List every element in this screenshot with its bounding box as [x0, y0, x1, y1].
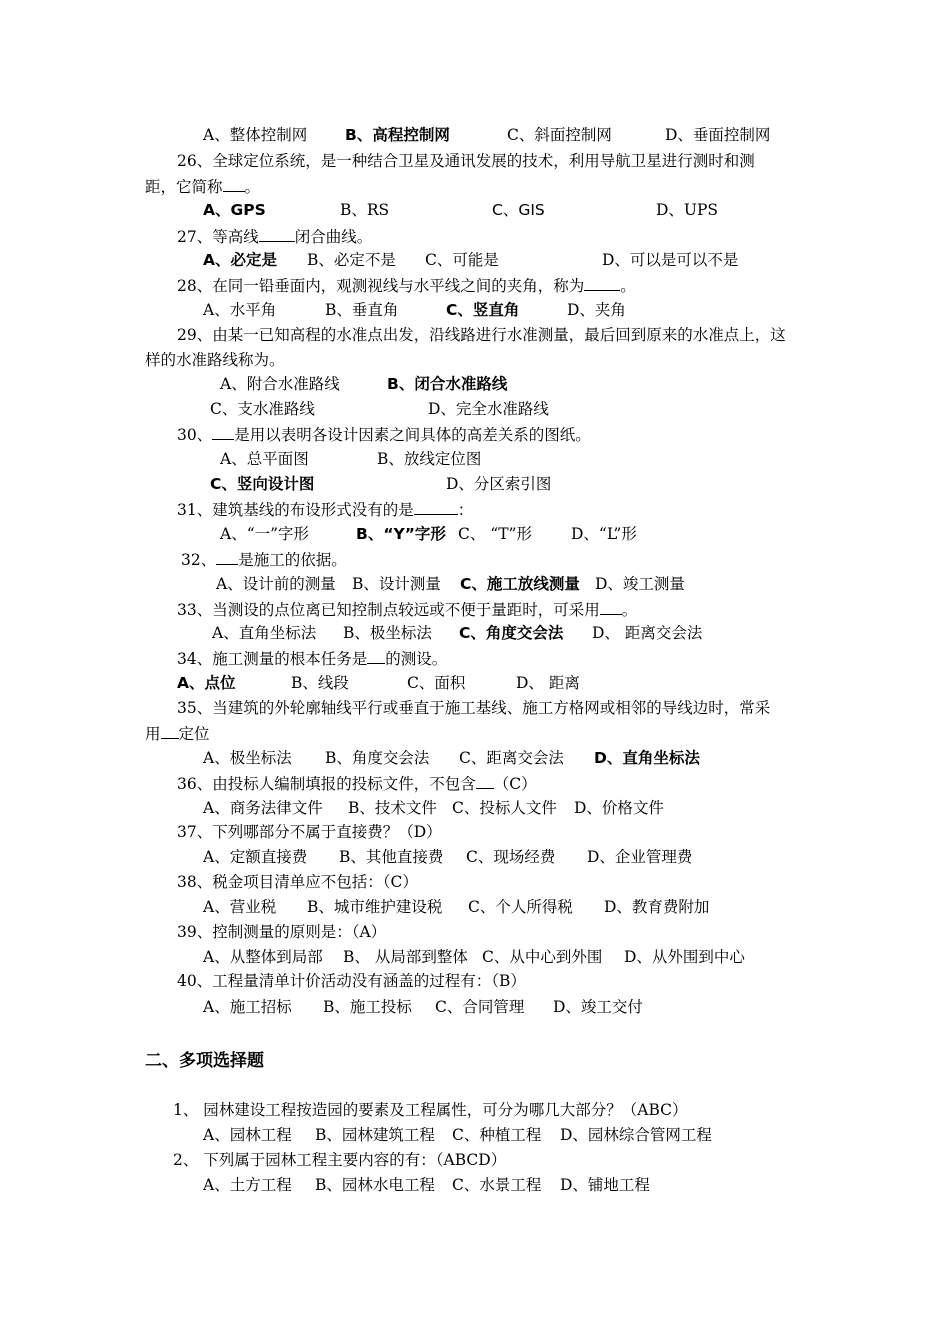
option-d: D、园林综合管网工程: [560, 1126, 712, 1144]
option-c: C、GIS: [492, 201, 545, 219]
option-b: B、技术文件: [348, 799, 437, 817]
q40-stem: 40、工程量清单计价活动没有涵盖的过程有：（B）: [177, 972, 526, 990]
option-c: C、从中心到外围: [482, 948, 603, 966]
option-d: D、从外围到中心: [624, 948, 745, 966]
option-d: D、 距离交会法: [592, 624, 703, 642]
option-c: C、现场经费: [466, 848, 556, 866]
option-a: A、总平面图: [220, 450, 309, 468]
q38-stem: 38、税金项目清单应不包括：（C）: [177, 873, 418, 891]
option-b: B、施工投标: [323, 998, 412, 1016]
option-d: D、 距离: [516, 674, 580, 692]
answer-blank: [414, 498, 458, 515]
option-b: B、其他直接费: [339, 848, 444, 866]
option-d: D、企业管理费: [587, 848, 693, 866]
m1-stem: 1、 园林建设工程按造园的要素及工程属性，可分为哪几大部分？（ABC）: [173, 1101, 688, 1119]
answer-blank: [367, 647, 385, 664]
option-a-answer: A、必定是: [203, 251, 277, 269]
option-b: B、极坐标法: [343, 624, 432, 642]
option-d: D、竣工交付: [553, 998, 643, 1016]
option-d: D、“L”形: [571, 525, 637, 543]
option-c: C、斜面控制网: [507, 126, 612, 144]
option-b: B、RS: [340, 201, 390, 219]
option-d: D、价格文件: [574, 799, 664, 817]
option-a: A、整体控制网: [203, 126, 308, 144]
option-c-answer: C、施工放线测量: [460, 575, 580, 593]
option-d: D、完全水准路线: [428, 400, 549, 418]
option-b-answer: B、“Y”字形: [356, 525, 446, 543]
option-c: C、种植工程: [452, 1126, 542, 1144]
option-b-answer: B、高程控制网: [345, 126, 450, 144]
answer-blank: [212, 423, 234, 440]
option-a: A、定额直接费: [203, 848, 308, 866]
answer-blank: [584, 274, 620, 291]
option-c: C、合同管理: [435, 998, 525, 1016]
option-a-answer: A、GPS: [203, 201, 266, 219]
option-a: A、“一”字形: [220, 525, 310, 543]
option-c: C、面积: [407, 674, 466, 692]
option-c-answer: C、竖直角: [446, 301, 520, 319]
answer-blank: [223, 175, 245, 192]
q30-stem: 30、 是用以表明各设计因素之间具体的高差关系的图纸。: [177, 423, 591, 445]
option-c: C、水景工程: [452, 1176, 542, 1194]
option-b: B、角度交会法: [325, 749, 430, 767]
option-a: A、水平角: [203, 301, 277, 319]
answer-blank: [259, 225, 295, 242]
option-c: C、投标人文件: [452, 799, 557, 817]
option-c: C、可能是: [425, 251, 499, 269]
option-d: D、铺地工程: [560, 1176, 650, 1194]
option-a: A、附合水准路线: [220, 375, 340, 393]
option-b: B、 从局部到整体: [343, 948, 468, 966]
q36-stem: 36、由投标人编制填报的投标文件，不包含 （C）: [177, 772, 537, 794]
q32-stem: 32、 是施工的依据。: [181, 548, 347, 570]
m2-stem: 2、 下列属于园林工程主要内容的有：（ABCD）: [173, 1151, 507, 1169]
q26-stem-line1: 26、全球定位系统，是一种结合卫星及通讯发展的技术，利用导航卫星进行测时和测: [177, 152, 755, 170]
option-d: D、竣工测量: [595, 575, 685, 593]
q33-stem: 33、当测设的点位离已知控制点较远或不便于量距时，可采用 。: [177, 598, 637, 620]
option-d: D、可以是可以不是: [602, 251, 739, 269]
option-b: B、城市维护建设税: [307, 898, 443, 916]
answer-blank: [600, 598, 622, 615]
option-a: A、园林工程: [203, 1126, 292, 1144]
option-b: B、垂直角: [325, 301, 399, 319]
option-a: A、从整体到局部: [203, 948, 323, 966]
option-a: A、商务法律文件: [203, 799, 323, 817]
option-b: B、线段: [291, 674, 349, 692]
option-a: A、营业税: [203, 898, 277, 916]
option-b: B、放线定位图: [377, 450, 482, 468]
option-c: C、支水准路线: [210, 400, 315, 418]
q34-stem: 34、施工测量的根本任务是 的测设。: [177, 647, 447, 669]
option-c: C、 “T”形: [458, 525, 532, 543]
option-a: A、施工招标: [203, 998, 292, 1016]
option-c-answer: C、竖向设计图: [210, 475, 315, 493]
option-c: C、个人所得税: [468, 898, 573, 916]
q29-stem-line1: 29、由某一已知高程的水准点出发，沿线路进行水准测量，最后回到原来的水准点上，这: [177, 326, 786, 344]
option-d: D、垂面控制网: [665, 126, 771, 144]
option-b: B、必定不是: [307, 251, 396, 269]
answer-blank: [161, 722, 179, 739]
option-a-answer: A、点位: [177, 674, 236, 692]
option-d: D、UPS: [656, 201, 719, 219]
section-heading: 二、多项选择题: [145, 1051, 264, 1071]
q29-stem-line2: 样的水准路线称为。: [145, 351, 285, 369]
q28-stem: 28、在同一铅垂面内，观测视线与水平线之间的夹角，称为 。: [177, 274, 636, 296]
option-d-answer: D、直角坐标法: [594, 749, 700, 767]
option-b: B、园林建筑工程: [315, 1126, 435, 1144]
option-a: A、极坐标法: [203, 749, 292, 767]
option-b: B、设计测量: [352, 575, 441, 593]
q27-stem: 27、等高线 闭合曲线。: [177, 225, 372, 247]
q37-stem: 37、下列哪部分不属于直接费？（D）: [177, 823, 442, 841]
answer-blank: [476, 772, 494, 789]
option-b-answer: B、闭合水准路线: [387, 375, 508, 393]
option-b: B、园林水电工程: [315, 1176, 435, 1194]
option-d: D、分区索引图: [446, 475, 552, 493]
answer-blank: [216, 548, 238, 565]
option-d: D、教育费附加: [604, 898, 710, 916]
option-a: A、直角坐标法: [212, 624, 317, 642]
q39-stem: 39、控制测量的原则是：（A）: [177, 923, 387, 941]
option-c-answer: C、角度交会法: [459, 624, 564, 642]
option-c: C、距离交会法: [459, 749, 564, 767]
option-a: A、设计前的测量: [216, 575, 336, 593]
option-d: D、夹角: [567, 301, 626, 319]
option-a: A、土方工程: [203, 1176, 292, 1194]
q26-stem-line2: 距，它简称 。: [145, 175, 260, 197]
q31-stem: 31、建筑基线的布设形式没有的是 ：: [177, 498, 473, 520]
q35-stem-line1: 35、当建筑的外轮廓轴线平行或垂直于施工基线、施工方格网或相邻的导线边时，常采: [177, 699, 771, 717]
q35-stem-line2: 用 定位: [145, 722, 210, 744]
